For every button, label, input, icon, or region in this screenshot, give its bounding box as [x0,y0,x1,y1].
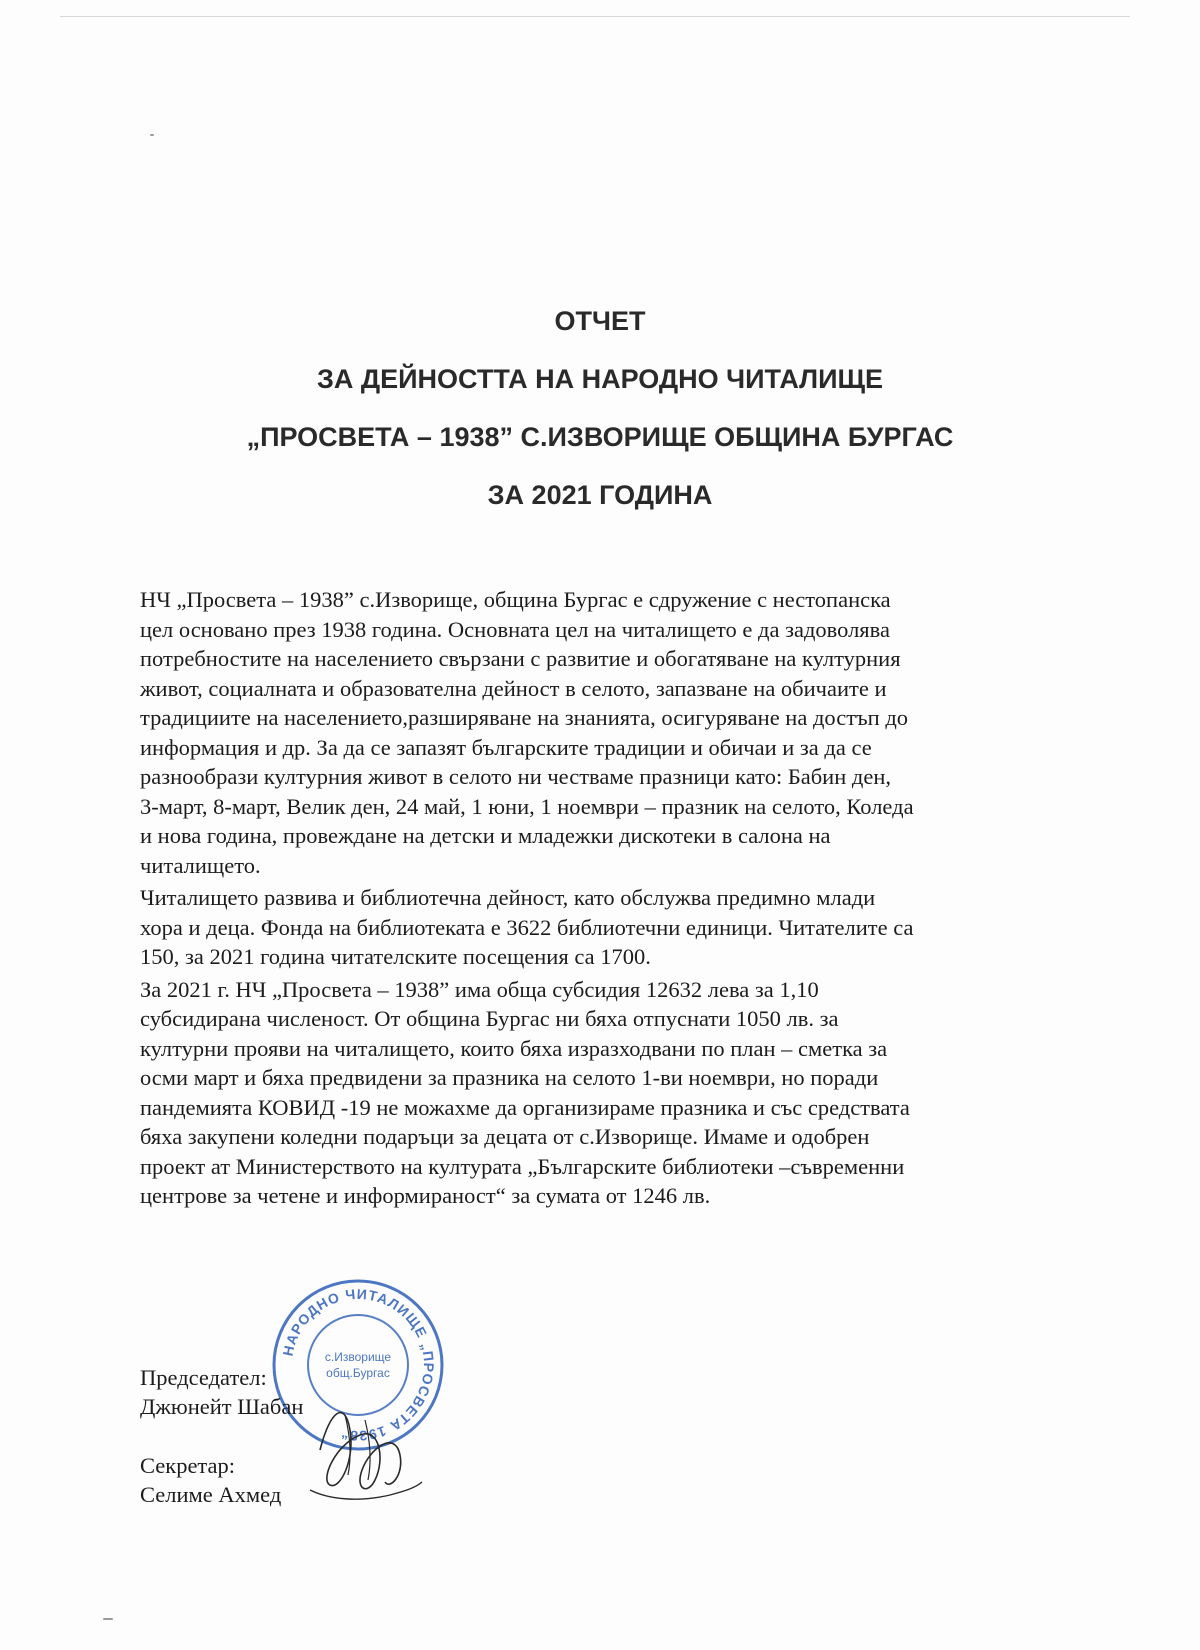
secretary-role: Секретар: [140,1453,236,1478]
report-body [140,585,1100,1211]
text-line: живот, социалната и образователна дейност в селото, запазване на обичаите и [140,675,887,701]
text-line: Читалището развива и библиотечна дейност, като обслужва предимно млади [140,885,876,910]
title-line-4: ЗА 2021 ГОДИНА [487,480,713,510]
secretary-name: Селиме Ахмед [140,1482,282,1507]
stamp-center-line-2: общ.Бургас [326,1366,390,1380]
text-line: хора и деца. Фонда на библиотеката е 3622 библиотечни единици. Читателите са [140,914,914,940]
paragraph-2 [140,883,1100,972]
title-line-2: ЗА ДЕЙНОСТТА НА НАРОДНО ЧИТАЛИЩЕ [316,364,884,394]
text-line: традициите на населението,разширяване на знанията, осигуряване на достъп до [140,705,909,730]
text-line: потребностите на населението свързани с развитие и обогатяване на културния [140,646,901,671]
stamp-ring-text: НАРОДНО ЧИТАЛИЩЕ „ПРОСВЕТА 1938“ [279,1285,438,1445]
text-line: и нова година, провеждане на детски и младежки дискотеки в салона на [140,823,831,848]
text-line: НЧ „Просвета – 1938” с.Изворище, община Бургас е сдружение с нестопанска [140,587,891,612]
text-line: пандемията КОВИД -19 не можахме да организираме празника и със средствата [140,1094,910,1120]
text-line: субсидирана численост. От община Бургас ни бяха отпуснати 1050 лв. за [140,1006,839,1031]
paragraph-3 [140,975,1100,1211]
text-line: центрове за четене и информираност“ за сумата от 1246 лв. [140,1183,711,1208]
chair-role: Председател: [140,1365,267,1390]
report-title [0,292,1200,524]
signatures-block [140,1363,303,1509]
scan-speck [150,134,154,136]
title-line-3: „ПРОСВЕТА – 1938” С.ИЗВОРИЩЕ ОБЩИНА БУРГАС [246,422,954,452]
chair-name: Джюнейт Шабан [140,1394,304,1419]
text-line: информация и др. За да се запазят българските традиции и обичаи и за да се [140,734,872,760]
title-line-1: ОТЧЕТ [554,306,646,336]
text-line: бяха закупени коледни подаръци за децата от с.Изворище. Имаме и одобрен [140,1124,870,1149]
text-line: 3-март, 8-март, Велик ден, 24 май, 1 юни, 1 ноември – празник на селото, Коледа [140,793,914,819]
text-line: цел основано през 1938 година. Основната цел на читалището е да задоволява [140,616,890,642]
text-line: осми март и бяха предвидени за празника на селото 1-ви ноември, но поради [140,1065,879,1090]
text-line: читалището. [140,852,261,878]
text-line: За 2021 г. НЧ „Просвета – 1938” има обща субсидия 12632 лева за 1,10 [140,976,819,1002]
text-line: разнообрази културния живот в селото ни честваме празници като: Бабин ден, [140,764,891,789]
text-line: 150, за 2021 година читателските посещения са 1700. [140,944,651,969]
scan-edge-line [60,16,1130,17]
stamp-center-line-1: с.Изворище [324,1350,392,1364]
handwritten-signature [300,1390,430,1510]
paragraph-1 [140,585,1100,880]
text-line: културни прояви на читалището, които бяха изразходвани по план – сметка за [140,1035,888,1061]
scan-speck [103,1618,113,1620]
text-line: проект ат Министерството на културата „Българските библиотеки –съвременни [140,1153,905,1179]
